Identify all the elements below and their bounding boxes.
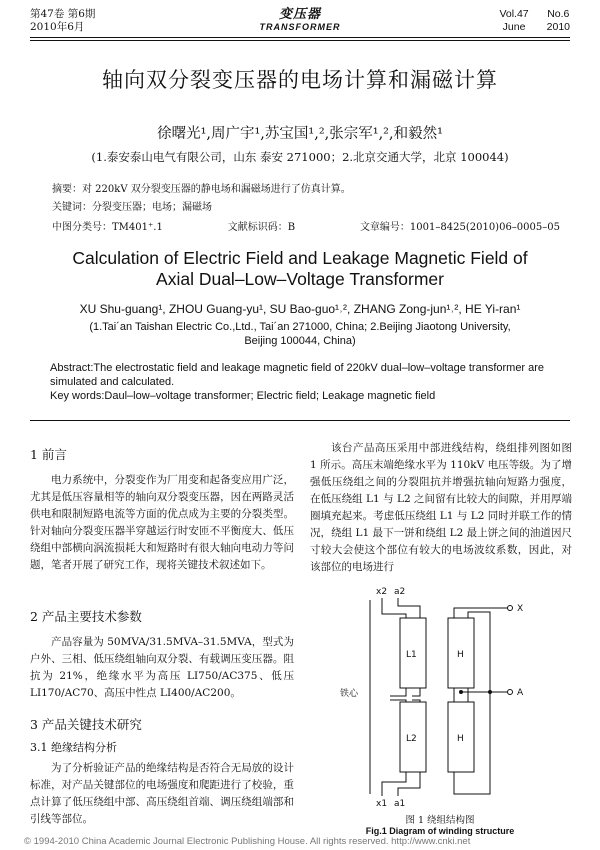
paper-title-en [0,248,600,290]
keywords-cn [52,200,560,215]
affiliation-cn: (1.泰安泰山电气有限公司，山东 泰安 271000；2.北京交通大学，北京 100044) [91,150,509,164]
clc-number: 中图分类号：TM401⁺.1 [52,222,163,233]
lead-l1-bottom-2 [412,688,420,696]
label-X: X [517,604,524,614]
abstract-cn [52,182,560,197]
keywords-cn-label: 关键词： [52,202,92,213]
section-2-body [30,634,294,702]
lead-l1-bottom [390,688,406,696]
label-x1: x1 [376,799,388,809]
article-number: 文章编号：1001–8425(2010)06–0005–05 [359,222,560,233]
authors-en: XU Shu-guang¹, ZHOU Guang-yu¹, SU Bao-guo¹˒², ZHANG Zong-jun¹˒², HE Yi-ran¹ [79,302,521,316]
section-3-1-paragraph: 为了分析验证产品的绝缘结构是否符合无局放的设计标准，对产品关键部位的电场强度和爬距进行了校验，重点计算了低压绕组中部、高压绕组首端、调压绕组端部和引线等部位。 [30,762,294,825]
affiliation-en-line2: Beijing 100044, China) [244,335,356,347]
journal-name-en: TRANSFORMER [259,22,341,32]
label-a2: a2 [394,587,406,597]
lead-x2 [382,598,406,618]
left-column [30,446,294,463]
label-core: 铁心 [340,689,359,699]
label-L2: L2 [406,734,417,744]
abstract-en [50,362,560,389]
right-column-paragraph: 该台产品高压采用中部进线结构，绕组排列图如图 1 所示。高压末端绝缘水平为 110kV 电压等级。为了增强低压绕组之间的分裂阻抗并增强抗轴向短路力强度，在低压绕组 L1 与 L2 之间留有比较大的间隙，并用厚端圈填充起来。考虑低压绕组 L1 与 L2 同时并联工作的情况，绕组 L1 最下一饼和绕组 L2 最上饼之间的油道因尺寸较大会使这个部位有较大的电场波纹系数，因此，对该部位的电场进行 [310,442,572,573]
journal-name-cn: 变压器 [278,7,321,22]
lead-x1 [382,772,406,796]
label-H-bottom: H [457,734,464,744]
section-3-heading-wrap [30,716,294,733]
hv-top-lead [454,608,508,618]
header-rule-thin [30,40,570,41]
section-1-paragraph: 电力系统中，分裂变作为厂用变和起备变应用广泛，尤其是低压容量相等的轴向双分裂变压器，因在两路灵活供电和限制短路电流等方面的优点成为主要的分裂类型。针对轴向分裂变压器半穿越运行时安匝不平衡度大、低压绕组中部横向涡流损耗大和短路时有很大轴向电动力等问题，笔者开展了研究工作，现将关键技术叙述如下。 [30,474,294,571]
affiliation-en [0,320,600,348]
abstract-cn-text: 对 220kV 双分裂变压器的静电场和漏磁场进行了仿真计算。 [82,184,351,195]
junction-dot-right [488,690,492,694]
authors-cn: 徐曙光¹,周广宇¹,苏宝国¹,²,张宗军¹,²,和毅然¹ [157,126,443,142]
copyright-footer: © 1994-2010 China Academic Journal Electronic Publishing House. All rights reserved. http://www.cnki.net [24,836,471,847]
terminal-X [508,606,513,611]
terminal-A [508,690,513,695]
section-2-paragraph: 产品容量为 50MVA/31.5MVA–31.5MVA，型式为户外、三相、低压绕组轴向双分裂、有载调压变压器。阻抗为 21%，绝缘水平为高压 LI750/AC375、低压 LI170/AC70、高压中性点 LI400/AC200。 [30,636,294,699]
right-column [310,440,572,576]
section-3-1-heading: 3.1 绝缘结构分析 [30,741,117,754]
section-1-body [30,472,294,574]
abstract-cn-label: 摘要： [52,184,82,195]
keywords-en-label: Key words: [50,390,105,402]
label-x2: x2 [376,587,388,597]
label-A: A [517,688,524,698]
label-a1: a1 [394,799,406,809]
body-separator [30,420,570,421]
document-code: 文献标识码：B [227,222,296,233]
keywords-en [50,390,560,402]
hv-right-lead [454,612,490,794]
section-3-1-heading-wrap [30,740,294,756]
keywords-en-text: Daul–low–voltage transformer; Electric field; Leakage magnetic field [104,390,436,402]
label-L1: L1 [406,650,417,660]
section-1-heading: 1 前言 [30,447,67,462]
figure-caption-cn: 图 1 绕组结构图 [405,815,475,826]
header-volume-en: Vol.47 [499,8,529,20]
winding-structure-diagram [320,584,560,810]
label-H-top: H [457,650,464,660]
lead-a1 [398,772,420,796]
paper-title-en-line2: Axial Dual–Low–Voltage Transformer [156,269,444,289]
header-issue-info [499,8,570,34]
section-3-1-body [30,760,294,828]
abstract-en-text: The electrostatic field and leakage magnetic field of 220kV dual–low–voltage transformer are simulated and calculated. [50,362,545,388]
figure-caption-en: Fig.1 Diagram of winding structure [365,826,515,836]
section-2-heading-wrap [30,608,294,625]
junction-dot-mid [459,690,463,694]
header-year-en: 2010 [546,21,570,33]
affiliation-en-line1: (1.Tai´an Taishan Electric Co.,Ltd., Tai´an 271000, China; 2.Beijing Jiaotong University, [89,321,511,333]
header-month-en: June [502,21,526,33]
header-date-cn: 2010年6月 [30,21,85,33]
header-rule-thick [30,37,570,38]
header-number-en: No.6 [547,8,570,20]
section-2-heading: 2 产品主要技术参数 [30,609,142,624]
lead-a2 [398,598,420,618]
abstract-en-label: Abstract: [50,362,94,374]
paper-title-cn: 轴向双分裂变压器的电场计算和漏磁计算 [102,68,498,92]
header-volume-cn: 第47卷 第6期 [30,8,96,20]
keywords-cn-text: 分裂变压器；电场；漏磁场 [92,202,212,213]
section-3-heading: 3 产品关键技术研究 [30,717,142,732]
paper-title-en-line1: Calculation of Electric Field and Leakage Magnetic Field of [72,248,528,268]
classification-row [52,218,560,233]
